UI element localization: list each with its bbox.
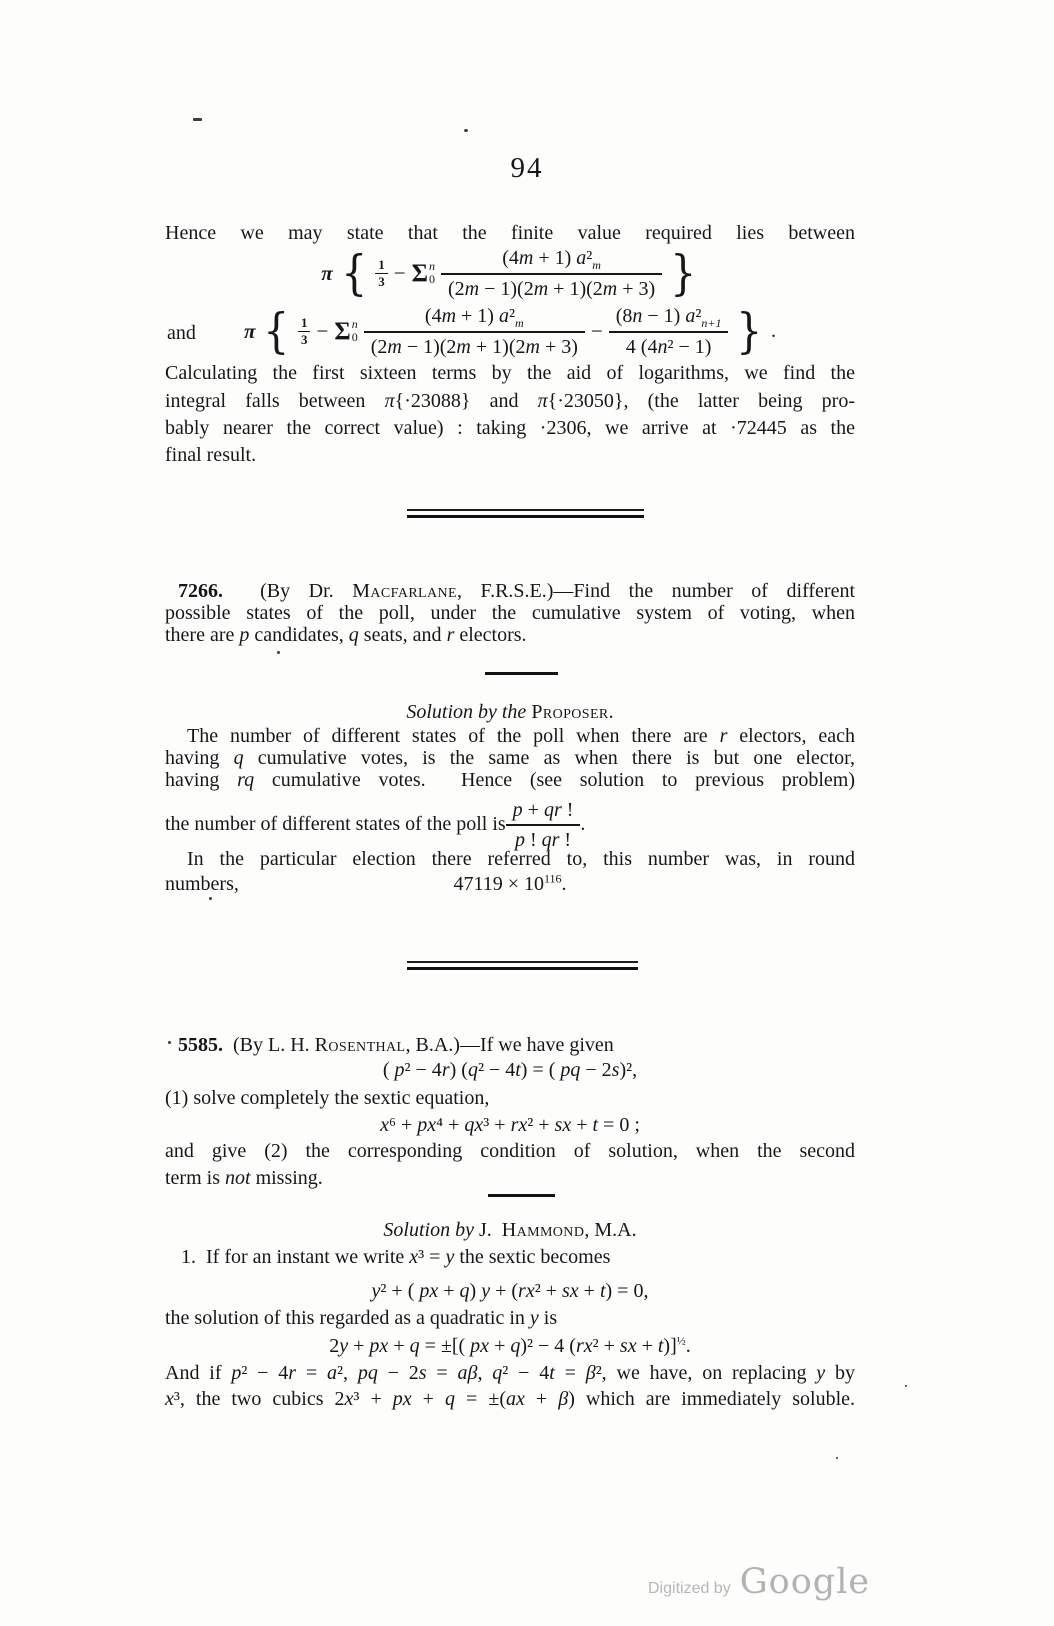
scan-speck: [905, 1385, 907, 1387]
summation-symbol: Σ n 0: [334, 317, 358, 345]
numbers-label: numbers,: [165, 873, 239, 895]
calc-paragraph-line: integral falls between π{·23088} and π{·23050}, (the latter being pro-: [165, 390, 855, 412]
series-term-fraction: $\frac{(4m + 1) a^2_m}{(2m - 1)(2m + 1)(2m + 3)}$: [441, 245, 662, 302]
period: .: [580, 812, 586, 835]
open-brace: {: [263, 303, 290, 359]
solution-heading-5585: Solution by J. Hammond, M.A.: [383, 1219, 637, 1241]
calc-paragraph-line: Calculating the first sixteen terms by the aid of logarithms, we find the: [165, 362, 855, 384]
integral-intro-line: Hence we may state that the finite value required lies between: [165, 222, 855, 244]
remainder-term-fraction: $\frac{(8n - 1) a^2_{n+1}}{\text{4 (4n² − 1)}}$: [609, 303, 729, 360]
round-numbers-line: In the particular election there referred to, this number was, in round: [187, 848, 855, 870]
period: .: [771, 319, 777, 342]
scan-speck: [464, 129, 468, 132]
problem-5585-head: 5585. (By L. H. Rosenthal, B.A.)—If we have given: [178, 1034, 614, 1056]
sextic-equation: x⁶ + px⁴ + qx³ + rx² + sx + t = 0 ;: [380, 1114, 640, 1136]
scan-speck: [836, 1457, 838, 1459]
solution-7266-line: having q cumulative votes, is the same as when there is but one elector,: [165, 747, 855, 769]
page-number: 94: [510, 152, 544, 184]
solution-5585-step1: 1. If for an instant we write x³ = y the sextic becomes: [181, 1246, 611, 1268]
poll-count-line: [165, 798, 855, 851]
one-third-fraction: $\frac{1}{3}$: [298, 316, 311, 346]
minus-sign: −: [393, 260, 406, 285]
short-rule: [485, 672, 558, 675]
digitized-watermark: [648, 1562, 870, 1602]
item-1-line: (1) solve completely the sextic equation,: [165, 1087, 490, 1109]
item-2-line: term is not missing.: [165, 1167, 323, 1189]
short-rule: [488, 1194, 555, 1197]
calc-paragraph-line: final result.: [165, 444, 257, 466]
integral-formula-upper: [165, 245, 855, 301]
section-divider: [407, 509, 644, 518]
problem-7266-line: 7266. (By Dr. Macfarlane, F.R.S.E.)—Find the number of different: [178, 580, 856, 602]
pi-symbol: π: [243, 318, 256, 343]
and-word: and: [167, 322, 196, 344]
scan-speck: [277, 651, 280, 654]
problem-7266-line: there are p candidates, q seats, and r electors.: [165, 624, 527, 646]
google-logo: Google: [739, 1562, 871, 1602]
scan-speck: [193, 118, 202, 121]
close-brace: }: [670, 245, 697, 301]
solution-heading-7266: Solution by the Proposer.: [406, 701, 614, 723]
one-third-fraction: $\frac{1}{3}$: [375, 258, 388, 288]
round-value: $47119 \times 10^{116}$.: [453, 871, 567, 895]
pi-symbol: π: [321, 260, 333, 285]
close-brace: }: [736, 303, 763, 359]
section-divider: [407, 961, 638, 970]
solution-7266-line: having rq cumulative votes. Hence (see solution to previous problem): [165, 769, 856, 791]
quadratic-equation: y² + ( px + q) y + (rx² + sx + t) = 0,: [371, 1280, 649, 1302]
item-2-line: and give (2) the corresponding condition of solution, when the second: [165, 1140, 855, 1162]
solution-5585-final-line: x³, the two cubics 2x³ + px + q = ±(ax + β) which are immediately soluble.: [165, 1388, 855, 1410]
series-term-fraction: $\frac{(4m + 1) a^2_m}{(2m - 1)(2m + 1)(2m + 3)}$: [364, 303, 585, 360]
factorial-fraction: $\frac{p + qr !}{p ! qr !}$: [506, 797, 581, 852]
integral-formula-lower: [165, 303, 855, 359]
solution-5585-step2: the solution of this regarded as a quadratic in y is: [165, 1307, 558, 1329]
open-brace: {: [341, 245, 367, 301]
summation-symbol: Σ n 0: [411, 259, 435, 287]
problem-7266-line: possible states of the poll, under the cumulative system of voting, when: [165, 602, 855, 624]
minus-sign: −: [316, 318, 329, 343]
minus-sign: −: [590, 318, 603, 343]
poll-count-text: the number of different states of the poll is: [165, 812, 506, 835]
quadratic-solution-equation: 2y + px + q = ±[( px + q)² − 4 (rx² + sx + t)]$^{\frac{1}{2}}$.: [329, 1333, 691, 1357]
calc-paragraph-line: bably nearer the correct value) : taking ·2306, we arrive at ·72445 as the: [165, 417, 855, 439]
solution-5585-final-line: And if p² − 4r = a², pq − 2s = aβ, q² − 4t = β², we have, on replacing y by: [165, 1362, 856, 1384]
digitized-by-label: Digitized by: [648, 1580, 731, 1597]
solution-7266-line: The number of different states of the poll when there are r electors, each: [187, 725, 855, 747]
round-numbers-value-line: [165, 871, 855, 898]
given-equation: ( p² − 4r) (q² − 4t) = ( pq − 2s)²,: [382, 1059, 638, 1081]
